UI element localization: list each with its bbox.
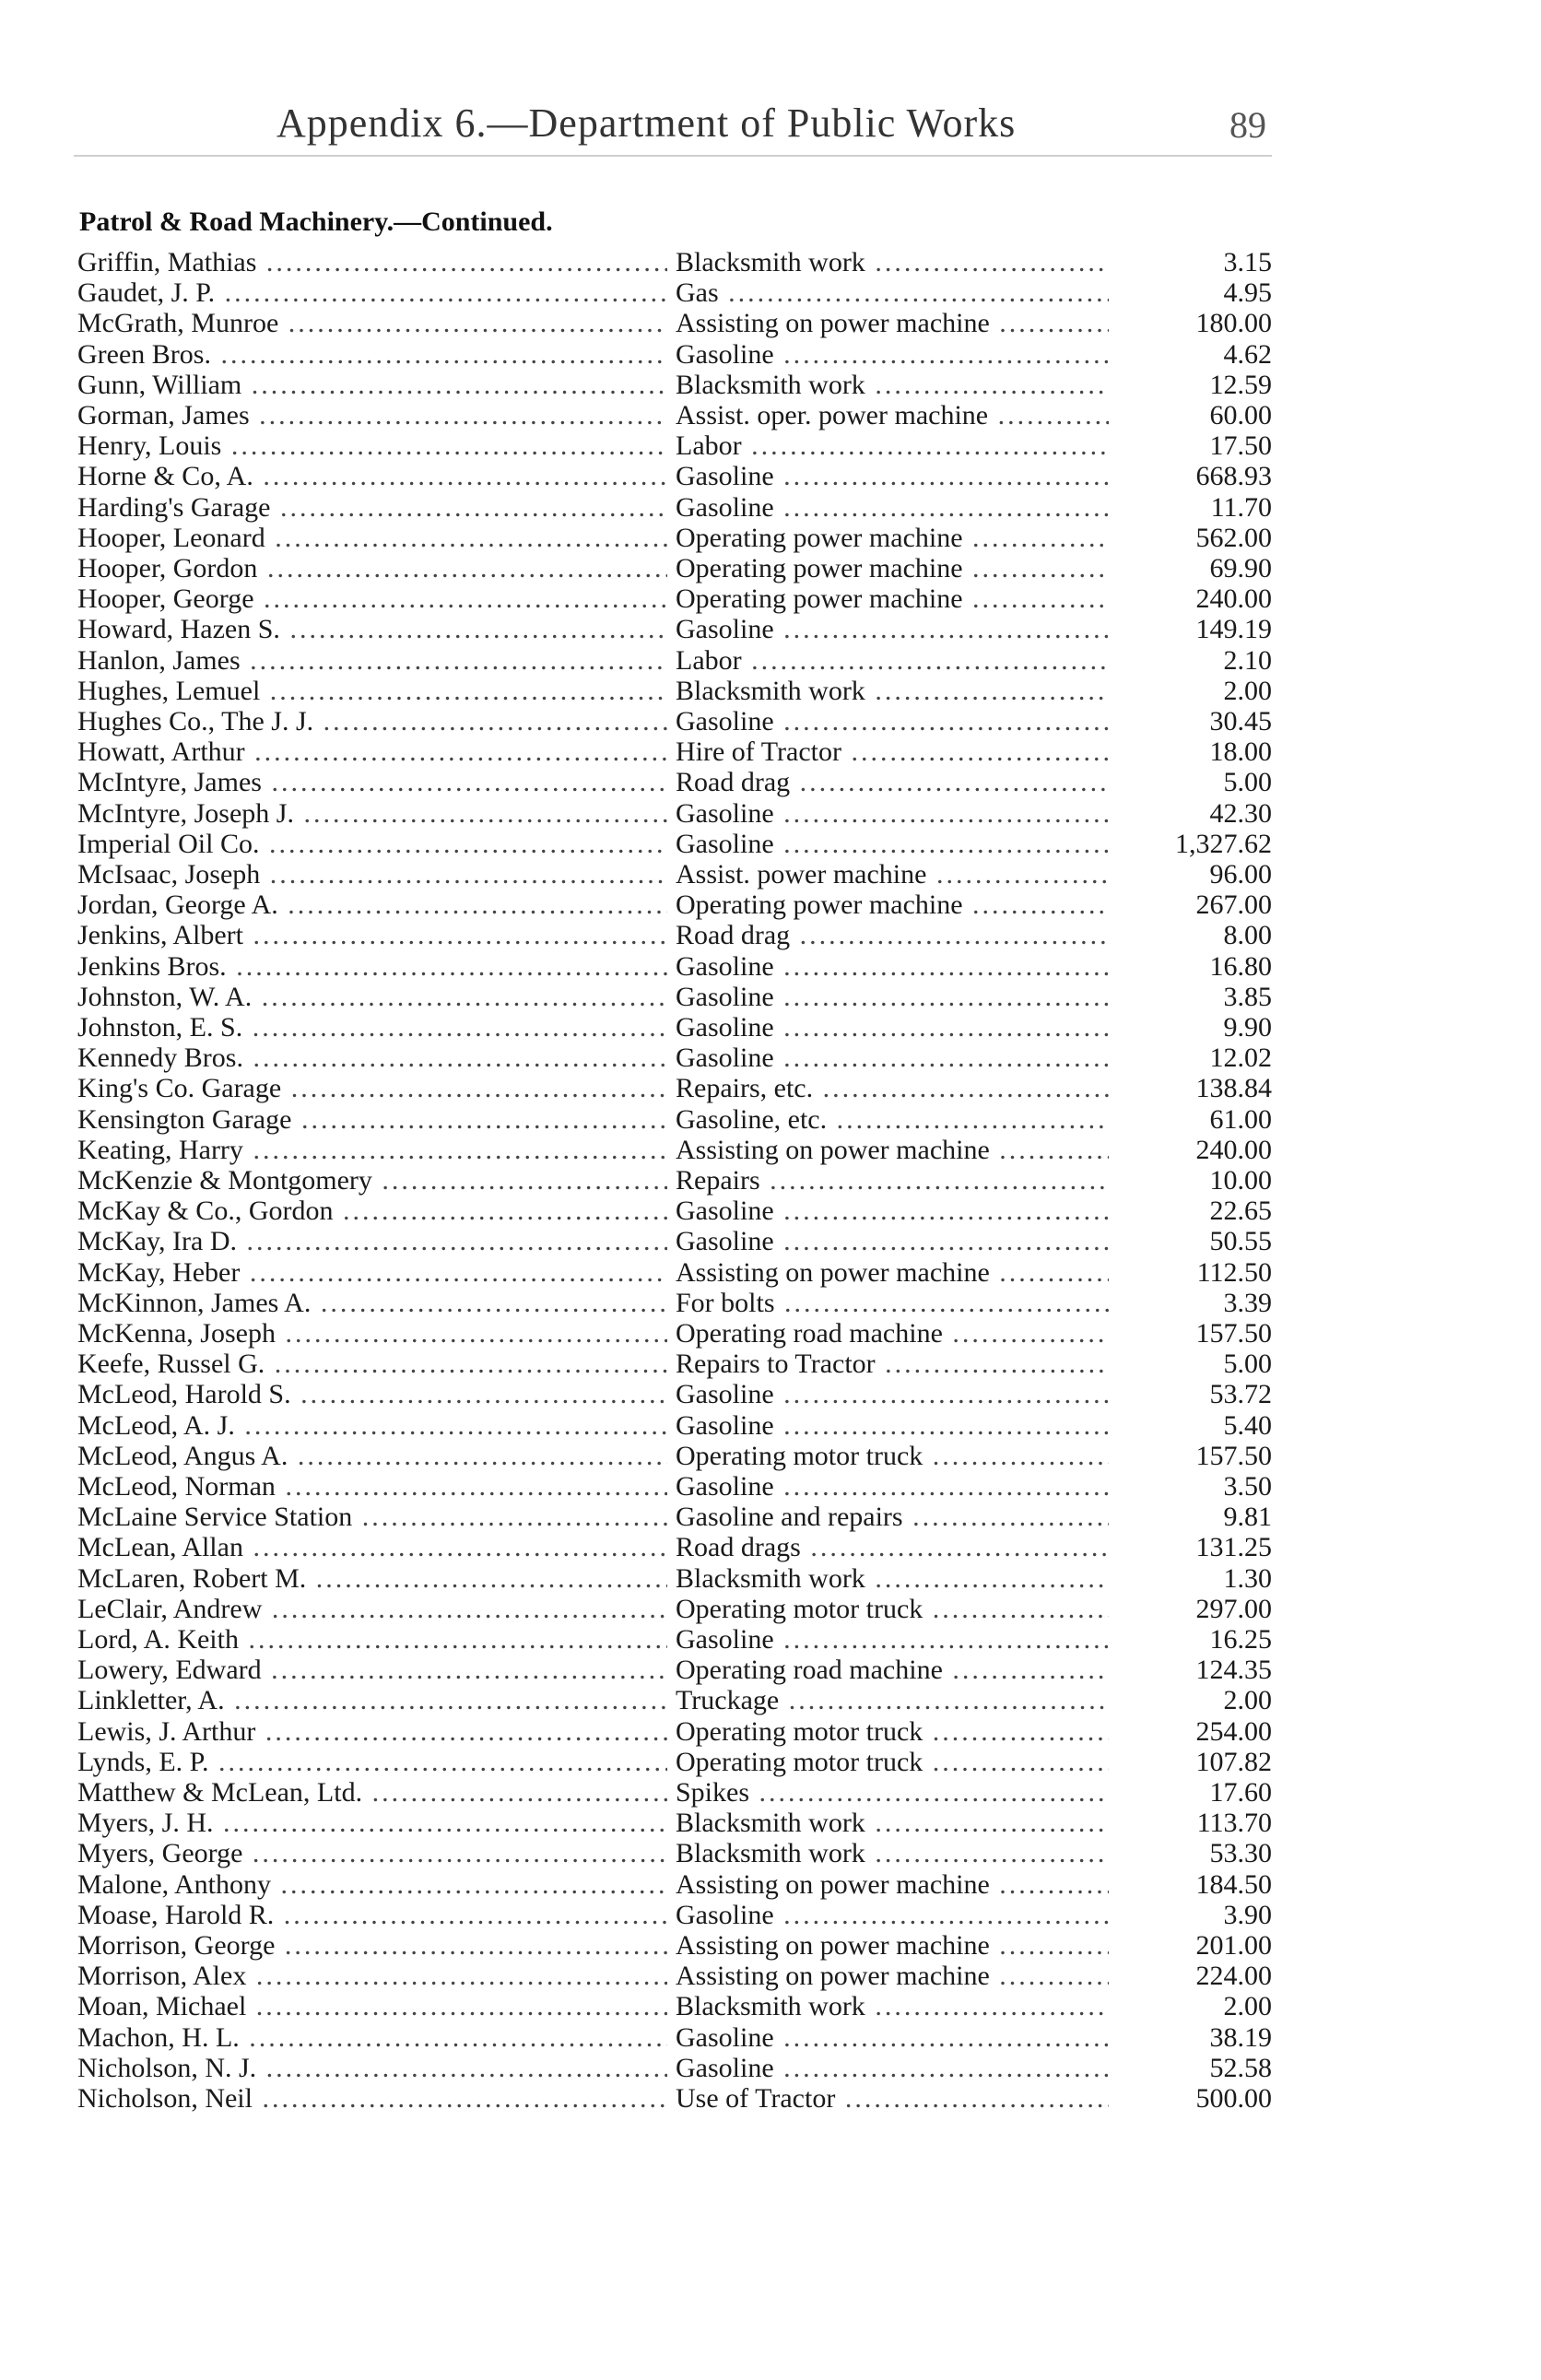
expense-description: Gas ..... [676, 277, 1109, 308]
payee-name: Hanlon, James ..... [77, 645, 667, 676]
list-item [0, 370, 1541, 400]
list-item [0, 982, 1541, 1012]
payee-name: Morrison, Alex ..... [77, 1961, 667, 1991]
expense-description: Operating motor truck ..... [676, 1716, 1109, 1747]
payee-name: Linkletter, A. ..... [77, 1685, 667, 1715]
amount: 124.35 [1195, 1655, 1272, 1686]
amount: 5.00 [1223, 767, 1272, 798]
payee-name: McKenzie & Montgomery ..... [77, 1165, 667, 1196]
expense-description: Use of Tractor ..... [676, 2083, 1109, 2114]
expense-description: Gasoline and repairs ..... [676, 1502, 1109, 1532]
list-item [0, 645, 1541, 676]
list-item [0, 1563, 1541, 1594]
amount: 3.39 [1223, 1287, 1272, 1318]
list-item [0, 1043, 1541, 1073]
expense-description: Assist. oper. power machine ..... [676, 400, 1109, 430]
expense-description: Gasoline ..... [676, 1900, 1109, 1930]
expense-description: Gasoline ..... [676, 706, 1109, 736]
payee-name: Howatt, Arthur ..... [77, 736, 667, 767]
payee-name: Jenkins Bros. ..... [77, 951, 667, 982]
list-item [0, 951, 1541, 982]
list-item [0, 1900, 1541, 1930]
amount: 240.00 [1195, 583, 1272, 615]
amount: 240.00 [1195, 1134, 1272, 1165]
amount: 11.70 [1210, 491, 1272, 523]
payee-name: Keating, Harry ..... [77, 1135, 667, 1165]
amount: 4.95 [1223, 277, 1272, 309]
payee-name: Kennedy Bros. ..... [77, 1043, 667, 1073]
payee-name: Harding's Garage ..... [77, 492, 667, 523]
amount: 50.55 [1209, 1226, 1272, 1257]
expense-description: Gasoline ..... [676, 798, 1109, 829]
payee-name: Nicholson, Neil ..... [77, 2083, 667, 2114]
expense-description: Assisting on power machine ..... [676, 1257, 1109, 1288]
expense-description: Assisting on power machine ..... [676, 1135, 1109, 1165]
amount: 5.40 [1223, 1409, 1272, 1441]
list-item [0, 1838, 1541, 1868]
expense-description: Gasoline, etc. ..... [676, 1104, 1109, 1135]
list-item [0, 1012, 1541, 1043]
list-item [0, 1655, 1541, 1685]
expense-description: Gasoline ..... [676, 951, 1109, 982]
amount: 8.00 [1223, 920, 1272, 951]
amount: 157.50 [1195, 1318, 1272, 1349]
expense-description: Gasoline ..... [676, 614, 1109, 644]
list-item [0, 706, 1541, 736]
amount: 2.00 [1223, 675, 1272, 706]
payee-name: Hughes, Lemuel ..... [77, 676, 667, 706]
expense-description: Labor ..... [676, 645, 1109, 676]
list-item [0, 553, 1541, 583]
payee-name: Myers, J. H. ..... [77, 1808, 667, 1838]
payee-name: McKay & Co., Gordon ..... [77, 1196, 667, 1226]
list-item [0, 1104, 1541, 1135]
running-header-title: Appendix 6.—Department of Public Works [276, 100, 1017, 146]
list-item [0, 1135, 1541, 1165]
list-item [0, 1196, 1541, 1226]
list-item [0, 400, 1541, 430]
payee-name: Jordan, George A. ..... [77, 890, 667, 920]
amount: 3.50 [1223, 1471, 1272, 1502]
payee-name: McLeod, Harold S. ..... [77, 1379, 667, 1409]
expense-description: Labor ..... [676, 430, 1109, 461]
amount: 562.00 [1195, 522, 1272, 553]
payee-name: Hooper, Leonard ..... [77, 523, 667, 553]
amount: 1.30 [1223, 1562, 1272, 1594]
expense-description: Gasoline ..... [676, 1012, 1109, 1043]
payee-name: Jenkins, Albert ..... [77, 920, 667, 950]
list-item [0, 523, 1541, 553]
amount: 61.00 [1209, 1103, 1272, 1135]
payee-name: Gorman, James ..... [77, 400, 667, 430]
expense-description: Hire of Tractor ..... [676, 736, 1109, 767]
payee-name: McKay, Heber ..... [77, 1257, 667, 1288]
payee-name: Horne & Co, A. ..... [77, 461, 667, 491]
expense-description: Operating power machine ..... [676, 890, 1109, 920]
list-item [0, 1410, 1541, 1441]
payee-name: Hooper, George ..... [77, 583, 667, 614]
expense-description: Blacksmith work ..... [676, 676, 1109, 706]
expense-description: Operating road machine ..... [676, 1655, 1109, 1685]
list-item [0, 1624, 1541, 1655]
amount: 60.00 [1209, 400, 1272, 430]
expense-description: Blacksmith work ..... [676, 1808, 1109, 1838]
list-item [0, 614, 1541, 644]
list-item [0, 2022, 1541, 2053]
list-item [0, 767, 1541, 797]
payee-name: Howard, Hazen S. ..... [77, 614, 667, 644]
header-rule [74, 155, 1272, 157]
list-item [0, 1379, 1541, 1409]
amount: 201.00 [1195, 1930, 1272, 1961]
payee-name: Hughes Co., The J. J. ..... [77, 706, 667, 736]
expense-description: Operating power machine ..... [676, 583, 1109, 614]
payee-name: Lord, A. Keith ..... [77, 1624, 667, 1655]
list-item [0, 1777, 1541, 1808]
expense-description: Gasoline ..... [676, 492, 1109, 523]
amount: 96.00 [1209, 859, 1272, 890]
payee-name: Morrison, George ..... [77, 1930, 667, 1961]
amount: 267.00 [1195, 890, 1272, 921]
payee-name: Malone, Anthony ..... [77, 1869, 667, 1900]
list-item [0, 736, 1541, 767]
list-item [0, 1869, 1541, 1900]
amount: 17.60 [1209, 1777, 1272, 1808]
amount: 9.81 [1223, 1502, 1272, 1533]
list-item [0, 890, 1541, 920]
payee-name: McIsaac, Joseph ..... [77, 859, 667, 890]
list-item [0, 1991, 1541, 2021]
amount: 2.00 [1223, 1685, 1272, 1716]
payee-name: Moase, Harold R. ..... [77, 1900, 667, 1930]
expense-description: Operating motor truck ..... [676, 1594, 1109, 1624]
list-item [0, 339, 1541, 370]
amount: 254.00 [1195, 1715, 1272, 1747]
section-heading: Patrol & Road Machinery.—Continued. [79, 206, 553, 237]
page-number: 89 [1229, 104, 1266, 146]
amount: 12.02 [1209, 1043, 1272, 1074]
list-item [0, 920, 1541, 950]
list-item [0, 1594, 1541, 1624]
expense-description: Gasoline ..... [676, 982, 1109, 1012]
expense-description: Gasoline ..... [676, 1379, 1109, 1409]
expense-description: Gasoline ..... [676, 2022, 1109, 2053]
payee-name: LeClair, Andrew ..... [77, 1594, 667, 1624]
list-item [0, 859, 1541, 890]
payee-name: McLeod, Angus A. ..... [77, 1441, 667, 1471]
expense-description: Assisting on power machine ..... [676, 1869, 1109, 1900]
list-item [0, 247, 1541, 277]
payee-name: McLeod, A. J. ..... [77, 1410, 667, 1441]
amount: 1,327.62 [1175, 828, 1272, 859]
payee-name: McLean, Allan ..... [77, 1532, 667, 1562]
list-item [0, 430, 1541, 461]
list-item [0, 1288, 1541, 1318]
amount: 138.84 [1195, 1073, 1272, 1104]
payee-name: McKinnon, James A. ..... [77, 1288, 667, 1318]
amount: 4.62 [1223, 338, 1272, 370]
expense-description: Operating motor truck ..... [676, 1441, 1109, 1471]
payee-name: McLaren, Robert M. ..... [77, 1563, 667, 1594]
payee-name: Lowery, Edward ..... [77, 1655, 667, 1685]
amount: 42.30 [1209, 797, 1272, 829]
list-item [0, 2053, 1541, 2083]
expense-description: Repairs ..... [676, 1165, 1109, 1196]
expense-description: Assist. power machine ..... [676, 859, 1109, 890]
list-item [0, 1349, 1541, 1379]
payee-name: Johnston, W. A. ..... [77, 982, 667, 1012]
amount: 180.00 [1195, 308, 1272, 339]
payee-name: McKay, Ira D. ..... [77, 1226, 667, 1256]
list-item [0, 277, 1541, 308]
list-item [0, 1226, 1541, 1256]
payee-name: King's Co. Garage ..... [77, 1073, 667, 1103]
amount: 52.58 [1209, 2052, 1272, 2083]
payee-name: McIntyre, Joseph J. ..... [77, 798, 667, 829]
amount: 107.82 [1195, 1746, 1272, 1777]
list-item [0, 676, 1541, 706]
payee-name: Myers, George ..... [77, 1838, 667, 1868]
list-item [0, 1808, 1541, 1838]
list-item [0, 1073, 1541, 1103]
expense-description: Gasoline ..... [676, 1226, 1109, 1256]
amount: 16.80 [1209, 950, 1272, 982]
amount: 113.70 [1196, 1808, 1272, 1839]
list-item [0, 1961, 1541, 1991]
amount: 3.85 [1223, 981, 1272, 1012]
expense-description: Gasoline ..... [676, 1410, 1109, 1441]
payee-name: McIntyre, James ..... [77, 767, 667, 797]
expense-description: Spikes ..... [676, 1777, 1109, 1808]
amount: 224.00 [1195, 1961, 1272, 1992]
expense-description: Road drag ..... [676, 920, 1109, 950]
list-item [0, 829, 1541, 859]
list-item [0, 1257, 1541, 1288]
expense-description: Gasoline ..... [676, 1471, 1109, 1502]
amount: 297.00 [1195, 1593, 1272, 1624]
amount: 9.90 [1223, 1012, 1272, 1043]
amount: 500.00 [1195, 2083, 1272, 2114]
amount: 53.30 [1209, 1838, 1272, 1869]
expense-description: Gasoline ..... [676, 829, 1109, 859]
list-item [0, 1165, 1541, 1196]
list-item [0, 798, 1541, 829]
payee-name: Gaudet, J. P. ..... [77, 277, 667, 308]
amount: 10.00 [1209, 1165, 1272, 1196]
payee-name: Griffin, Mathias ..... [77, 247, 667, 277]
payee-name: Imperial Oil Co. ..... [77, 829, 667, 859]
payee-name: Henry, Louis ..... [77, 430, 667, 461]
list-item [0, 461, 1541, 491]
expense-description: Operating motor truck ..... [676, 1747, 1109, 1777]
amount: 30.45 [1209, 706, 1272, 736]
expense-description: Repairs to Tractor ..... [676, 1349, 1109, 1379]
expense-description: Gasoline ..... [676, 1624, 1109, 1655]
payee-name: Keefe, Russel G. ..... [77, 1349, 667, 1379]
expense-description: Blacksmith work ..... [676, 370, 1109, 400]
list-item [0, 1318, 1541, 1349]
expense-description: For bolts ..... [676, 1288, 1109, 1318]
amount: 668.93 [1195, 461, 1272, 492]
expense-description: Assisting on power machine ..... [676, 1961, 1109, 1991]
payee-name: Moan, Michael ..... [77, 1991, 667, 2021]
amount: 17.50 [1209, 430, 1272, 462]
amount: 149.19 [1195, 614, 1272, 645]
expense-description: Blacksmith work ..... [676, 1991, 1109, 2021]
expense-description: Gasoline ..... [676, 461, 1109, 491]
payee-name: Matthew & McLean, Ltd. ..... [77, 1777, 667, 1808]
payee-name: McLeod, Norman ..... [77, 1471, 667, 1502]
payee-name: McKenna, Joseph ..... [77, 1318, 667, 1349]
expense-description: Gasoline ..... [676, 339, 1109, 370]
amount: 53.72 [1209, 1379, 1272, 1410]
expense-description: Operating power machine ..... [676, 523, 1109, 553]
expense-description: Assisting on power machine ..... [676, 1930, 1109, 1961]
list-item [0, 1930, 1541, 1961]
list-item [0, 1716, 1541, 1747]
amount: 3.15 [1223, 247, 1272, 277]
amount: 3.90 [1223, 1899, 1272, 1930]
payee-name: Johnston, E. S. ..... [77, 1012, 667, 1043]
amount: 2.10 [1223, 644, 1272, 676]
list-item [0, 1441, 1541, 1471]
payee-name: Green Bros. ..... [77, 339, 667, 370]
expense-description: Truckage ..... [676, 1685, 1109, 1715]
amount: 157.50 [1195, 1440, 1272, 1471]
list-item [0, 1471, 1541, 1502]
expense-description: Blacksmith work ..... [676, 1838, 1109, 1868]
list-item [0, 492, 1541, 523]
payee-name: McLaine Service Station ..... [77, 1502, 667, 1532]
payee-name: Lynds, E. P. ..... [77, 1747, 667, 1777]
list-item [0, 308, 1541, 338]
payee-name: Nicholson, N. J. ..... [77, 2053, 667, 2083]
list-item [0, 1747, 1541, 1777]
expense-description: Assisting on power machine ..... [676, 308, 1109, 338]
payee-name: McGrath, Munroe ..... [77, 308, 667, 338]
amount: 18.00 [1209, 736, 1272, 768]
amount: 112.50 [1196, 1256, 1272, 1288]
payee-name: Hooper, Gordon ..... [77, 553, 667, 583]
list-item [0, 1685, 1541, 1715]
expense-description: Operating power machine ..... [676, 553, 1109, 583]
list-item [0, 583, 1541, 614]
amount: 22.65 [1209, 1196, 1272, 1227]
expense-description: Blacksmith work ..... [676, 1563, 1109, 1594]
amount: 69.90 [1209, 553, 1272, 583]
expense-description: Repairs, etc. ..... [676, 1073, 1109, 1103]
list-item [0, 1502, 1541, 1532]
payee-name: Gunn, William ..... [77, 370, 667, 400]
list-item [0, 2083, 1541, 2114]
payee-name: Kensington Garage ..... [77, 1104, 667, 1135]
amount: 184.50 [1195, 1868, 1272, 1900]
expense-description: Blacksmith work ..... [676, 247, 1109, 277]
expense-description: Road drags ..... [676, 1532, 1109, 1562]
amount: 38.19 [1209, 2021, 1272, 2053]
amount: 12.59 [1209, 369, 1272, 400]
expense-description: Gasoline ..... [676, 1196, 1109, 1226]
amount: 16.25 [1209, 1624, 1272, 1655]
list-item [0, 1532, 1541, 1562]
amount: 131.25 [1195, 1532, 1272, 1563]
amount: 5.00 [1223, 1349, 1272, 1380]
expense-description: Road drag ..... [676, 767, 1109, 797]
expense-description: Gasoline ..... [676, 1043, 1109, 1073]
payee-name: Machon, H. L. ..... [77, 2022, 667, 2053]
expense-description: Gasoline ..... [676, 2053, 1109, 2083]
expense-description: Operating road machine ..... [676, 1318, 1109, 1349]
amount: 2.00 [1223, 1991, 1272, 2022]
payee-name: Lewis, J. Arthur ..... [77, 1716, 667, 1747]
